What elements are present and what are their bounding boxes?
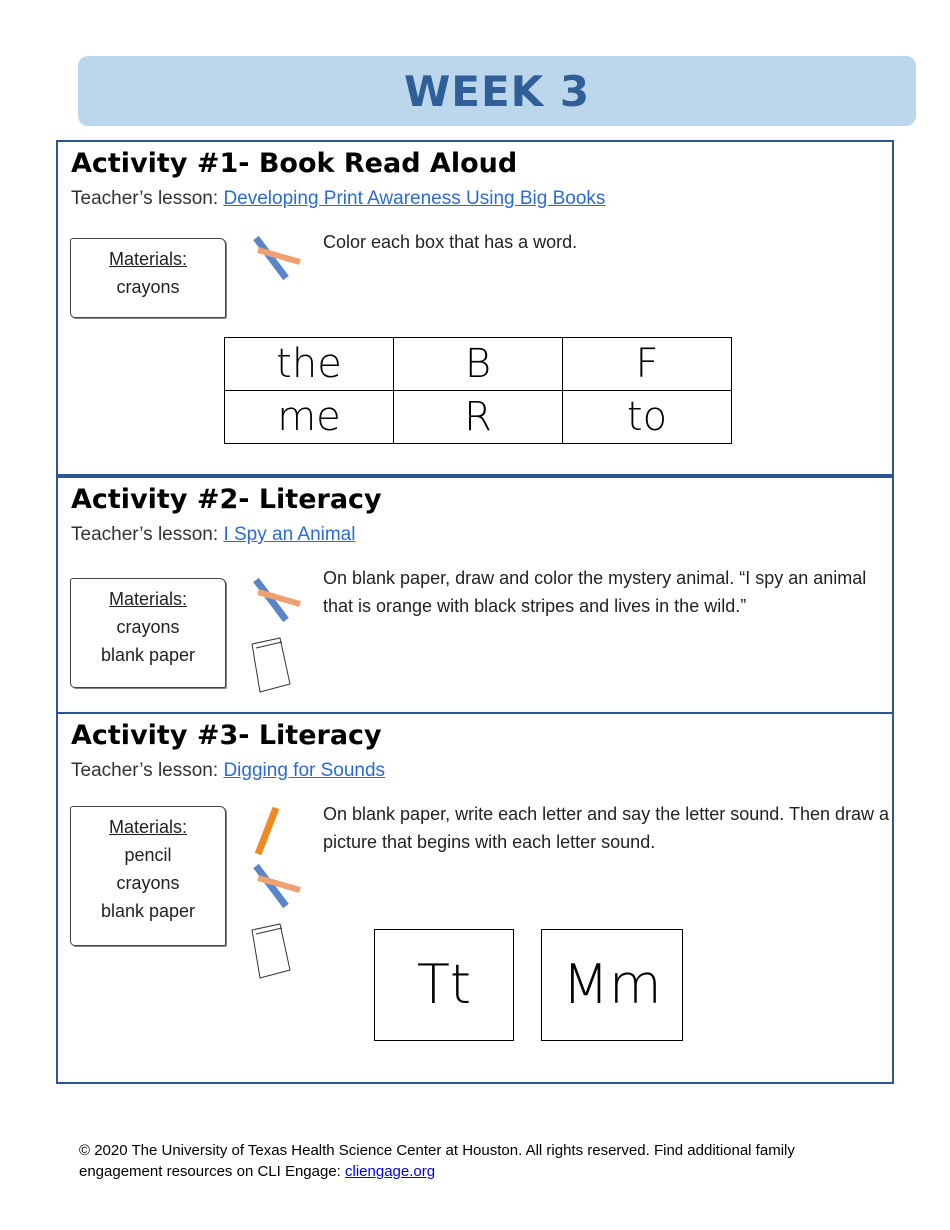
material-item: crayons (116, 617, 180, 637)
paper-icon (246, 920, 296, 982)
activity-title: Activity #2- Literacy (71, 484, 382, 515)
materials-box (70, 238, 226, 318)
cliengage-link[interactable]: cliengage.org (345, 1163, 436, 1180)
grid-cell[interactable]: B (394, 338, 563, 391)
crayons-icon (246, 860, 306, 914)
teacher-lesson (71, 524, 355, 546)
materials-box (70, 578, 226, 688)
instruction: On blank paper, draw and color the mystery animal. “I spy an animal that is orange with black stripes and lives in the wild.” (323, 568, 867, 616)
letter-box: Tt (374, 929, 514, 1041)
materials-box (70, 806, 226, 946)
grid-cell[interactable]: to (563, 391, 732, 444)
activity-title: Activity #1- Book Read Aloud (71, 148, 518, 179)
paper-icon (246, 634, 296, 696)
instruction: On blank paper, write each letter and say the letter sound. Then draw a picture that begins with each letter sound. (323, 804, 890, 852)
lesson-link[interactable]: I Spy an Animal (223, 524, 356, 545)
crayons-icon (246, 574, 306, 628)
materials-label: Materials: (108, 817, 188, 837)
lesson-link[interactable]: Digging for Sounds (223, 760, 386, 781)
letter-box: Mm (541, 929, 683, 1041)
activity-1 (56, 140, 894, 476)
grid-cell[interactable]: F (563, 338, 732, 391)
grid-cell[interactable]: me (225, 391, 394, 444)
activity-title: Activity #3- Literacy (71, 720, 382, 751)
material-item: blank paper (100, 645, 196, 665)
teacher-lesson (71, 188, 605, 210)
material-item: crayons (116, 277, 180, 297)
lesson-link[interactable]: Developing Print Awareness Using Big Books (223, 188, 606, 209)
word-grid (224, 337, 732, 444)
grid-cell[interactable]: R (394, 391, 563, 444)
pencil-icon (246, 804, 286, 860)
lesson-label: Teacher’s lesson: (71, 188, 219, 209)
lesson-label: Teacher’s lesson: (71, 524, 219, 545)
instruction: Color each box that has a word. (323, 232, 578, 252)
materials-label: Materials: (108, 249, 188, 269)
week-banner (78, 56, 916, 126)
material-item: crayons (116, 873, 180, 893)
lesson-label: Teacher’s lesson: (71, 760, 219, 781)
page-title: WEEK 3 (403, 67, 591, 116)
materials-label: Materials: (108, 589, 188, 609)
copyright-text: © 2020 The University of Texas Health Science Center at Houston. All rights reserved. Find additional family engagement resources on CLI Engage: (79, 1142, 795, 1180)
material-item: blank paper (100, 901, 196, 921)
grid-cell[interactable]: the (225, 338, 394, 391)
material-item: pencil (124, 845, 172, 865)
footer (79, 1140, 859, 1182)
activity-3 (56, 712, 894, 1084)
crayons-icon (246, 232, 306, 286)
teacher-lesson (71, 760, 385, 782)
activity-2 (56, 476, 894, 714)
